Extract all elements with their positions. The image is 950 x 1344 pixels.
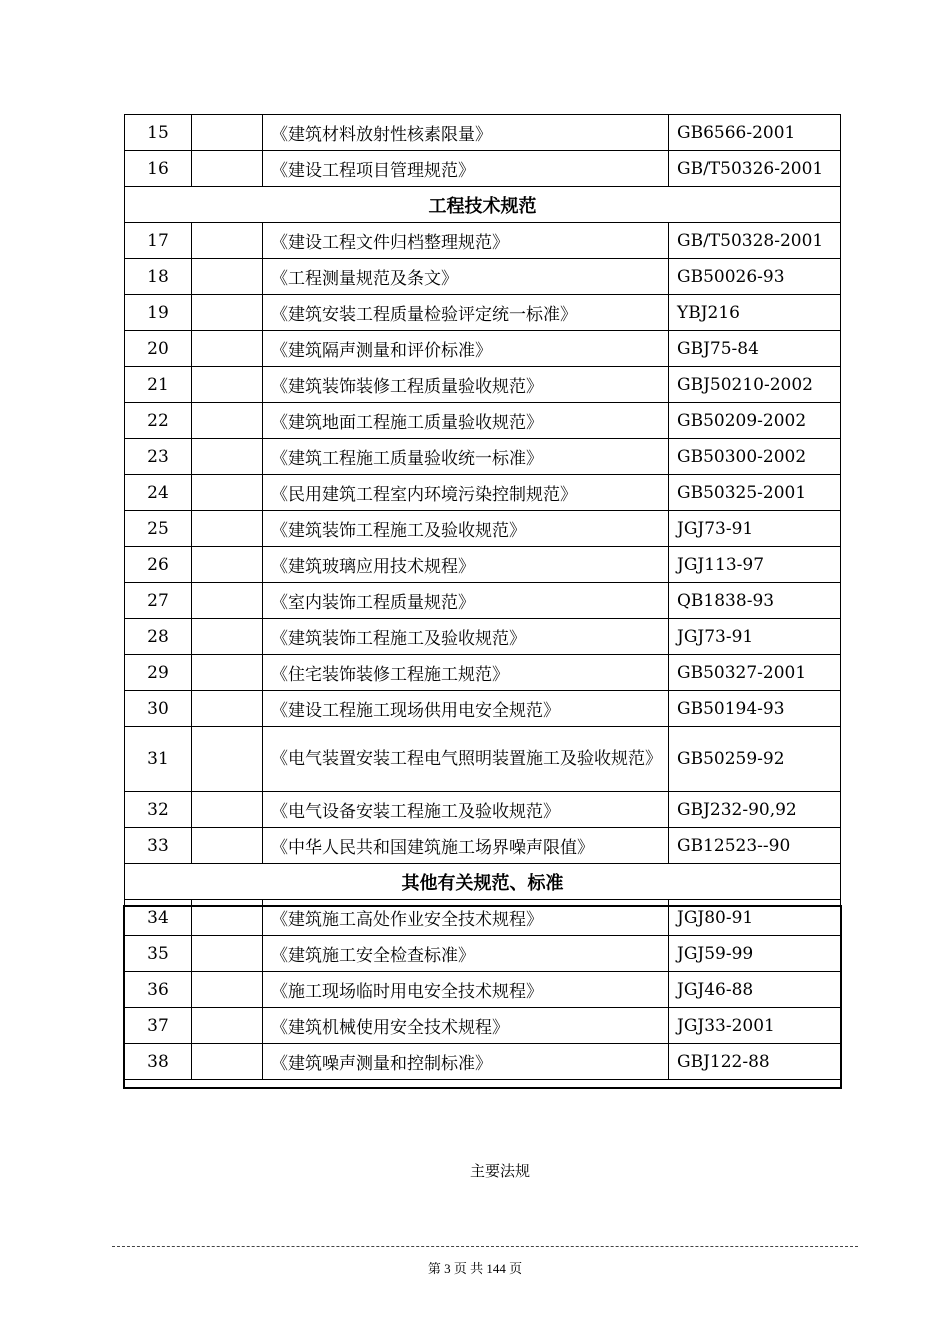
standard-code: GB50194-93 bbox=[669, 691, 841, 727]
table-row bbox=[125, 259, 841, 295]
standard-name: 《建筑装饰工程施工及验收规范》 bbox=[263, 619, 669, 655]
standard-code: JGJ80-91 bbox=[669, 900, 841, 936]
standards-table bbox=[124, 114, 841, 1080]
table-row bbox=[125, 115, 841, 151]
standard-name: 《室内装饰工程质量规范》 bbox=[263, 583, 669, 619]
table-row bbox=[125, 295, 841, 331]
row-number: 17 bbox=[125, 223, 192, 259]
empty-cell bbox=[192, 367, 263, 403]
section-heading: 工程技术规范 bbox=[125, 187, 841, 223]
standard-name: 《建筑噪声测量和控制标准》 bbox=[263, 1044, 669, 1080]
footer-divider bbox=[112, 1246, 858, 1247]
standard-name: 《建筑材料放射性核素限量》 bbox=[263, 115, 669, 151]
empty-cell bbox=[192, 972, 263, 1008]
row-number: 30 bbox=[125, 691, 192, 727]
row-number: 21 bbox=[125, 367, 192, 403]
row-number: 35 bbox=[125, 936, 192, 972]
empty-cell bbox=[192, 511, 263, 547]
standard-name: 《电气设备安装工程施工及验收规范》 bbox=[263, 792, 669, 828]
section-heading: 其他有关规范、标准 bbox=[125, 864, 841, 900]
table-row bbox=[125, 972, 841, 1008]
row-number: 22 bbox=[125, 403, 192, 439]
row-number: 32 bbox=[125, 792, 192, 828]
table-row bbox=[125, 475, 841, 511]
table-row bbox=[125, 900, 841, 936]
table-row bbox=[125, 439, 841, 475]
empty-cell bbox=[192, 936, 263, 972]
table-row bbox=[125, 936, 841, 972]
row-number: 24 bbox=[125, 475, 192, 511]
table-row bbox=[125, 367, 841, 403]
standard-name: 《民用建筑工程室内环境污染控制规范》 bbox=[263, 475, 669, 511]
standard-code: GB50300-2002 bbox=[669, 439, 841, 475]
row-number: 19 bbox=[125, 295, 192, 331]
standard-name: 《工程测量规范及条文》 bbox=[263, 259, 669, 295]
table-row bbox=[125, 828, 841, 864]
standard-name: 《电气装置安装工程电气照明装置施工及验收规范》 bbox=[263, 727, 669, 792]
row-number: 23 bbox=[125, 439, 192, 475]
standard-code: GB50259-92 bbox=[669, 727, 841, 792]
standard-code: QB1838-93 bbox=[669, 583, 841, 619]
page-footer: 第 3 页 共 144 页 bbox=[427, 1261, 523, 1276]
empty-cell bbox=[192, 475, 263, 511]
row-number: 15 bbox=[125, 115, 192, 151]
row-number: 26 bbox=[125, 547, 192, 583]
empty-cell bbox=[192, 259, 263, 295]
section-subtitle: 主要法规 bbox=[469, 1162, 530, 1180]
standard-code: GBJ50210-2002 bbox=[669, 367, 841, 403]
row-number: 38 bbox=[125, 1044, 192, 1080]
empty-cell bbox=[192, 439, 263, 475]
empty-cell bbox=[192, 583, 263, 619]
standard-name: 《建筑机械使用安全技术规程》 bbox=[263, 1008, 669, 1044]
standard-code: GBJ75-84 bbox=[669, 331, 841, 367]
standard-code: GB/T50326-2001 bbox=[669, 151, 841, 187]
empty-cell bbox=[192, 223, 263, 259]
row-number: 36 bbox=[125, 972, 192, 1008]
standard-code: JGJ113-97 bbox=[669, 547, 841, 583]
standard-code: JGJ33-2001 bbox=[669, 1008, 841, 1044]
section-row bbox=[125, 187, 841, 223]
table-row bbox=[125, 223, 841, 259]
table-row bbox=[125, 1008, 841, 1044]
row-number: 20 bbox=[125, 331, 192, 367]
empty-cell bbox=[192, 151, 263, 187]
row-number: 33 bbox=[125, 828, 192, 864]
row-number: 27 bbox=[125, 583, 192, 619]
table-row bbox=[125, 727, 841, 792]
empty-cell bbox=[192, 295, 263, 331]
table-row bbox=[125, 511, 841, 547]
standard-code: GB50026-93 bbox=[669, 259, 841, 295]
standard-code: GB50327-2001 bbox=[669, 655, 841, 691]
standard-name: 《建筑安装工程质量检验评定统一标准》 bbox=[263, 295, 669, 331]
row-number: 16 bbox=[125, 151, 192, 187]
standard-code: JGJ73-91 bbox=[669, 619, 841, 655]
row-number: 34 bbox=[125, 900, 192, 936]
standard-name: 《住宅装饰装修工程施工规范》 bbox=[263, 655, 669, 691]
empty-cell bbox=[192, 115, 263, 151]
row-number: 37 bbox=[125, 1008, 192, 1044]
empty-cell bbox=[192, 1044, 263, 1080]
standard-name: 《建筑工程施工质量验收统一标准》 bbox=[263, 439, 669, 475]
empty-cell bbox=[192, 900, 263, 936]
standard-code: GB6566-2001 bbox=[669, 115, 841, 151]
row-number: 29 bbox=[125, 655, 192, 691]
standard-name: 《建筑施工高处作业安全技术规程》 bbox=[263, 900, 669, 936]
empty-cell bbox=[192, 691, 263, 727]
standard-name: 《中华人民共和国建筑施工场界噪声限值》 bbox=[263, 828, 669, 864]
standard-name: 《建设工程文件归档整理规范》 bbox=[263, 223, 669, 259]
standard-code: JGJ73-91 bbox=[669, 511, 841, 547]
empty-cell bbox=[192, 547, 263, 583]
standard-code: GB/T50328-2001 bbox=[669, 223, 841, 259]
standard-name: 《建筑隔声测量和评价标准》 bbox=[263, 331, 669, 367]
table-row bbox=[125, 691, 841, 727]
table-row bbox=[125, 583, 841, 619]
table-row bbox=[125, 792, 841, 828]
standard-name: 《建筑装饰工程施工及验收规范》 bbox=[263, 511, 669, 547]
standard-code: YBJ216 bbox=[669, 295, 841, 331]
standard-code: GB50325-2001 bbox=[669, 475, 841, 511]
row-number: 28 bbox=[125, 619, 192, 655]
empty-cell bbox=[192, 792, 263, 828]
standard-code: JGJ46-88 bbox=[669, 972, 841, 1008]
empty-cell bbox=[192, 655, 263, 691]
standard-name: 《建筑玻璃应用技术规程》 bbox=[263, 547, 669, 583]
standard-code: GB50209-2002 bbox=[669, 403, 841, 439]
row-number: 25 bbox=[125, 511, 192, 547]
empty-cell bbox=[192, 828, 263, 864]
row-number: 18 bbox=[125, 259, 192, 295]
table-row bbox=[125, 151, 841, 187]
standard-name: 《建筑装饰装修工程质量验收规范》 bbox=[263, 367, 669, 403]
standard-code: GB12523--90 bbox=[669, 828, 841, 864]
row-number: 31 bbox=[125, 727, 192, 792]
section-row bbox=[125, 864, 841, 900]
table-row bbox=[125, 547, 841, 583]
standard-name: 《建筑地面工程施工质量验收规范》 bbox=[263, 403, 669, 439]
standard-name: 《建设工程项目管理规范》 bbox=[263, 151, 669, 187]
standard-name: 《建设工程施工现场供用电安全规范》 bbox=[263, 691, 669, 727]
standard-name: 《建筑施工安全检查标准》 bbox=[263, 936, 669, 972]
table-row bbox=[125, 1044, 841, 1080]
empty-cell bbox=[192, 727, 263, 792]
empty-cell bbox=[192, 1008, 263, 1044]
empty-cell bbox=[192, 403, 263, 439]
table-row bbox=[125, 655, 841, 691]
standard-name: 《施工现场临时用电安全技术规程》 bbox=[263, 972, 669, 1008]
standard-code: GBJ122-88 bbox=[669, 1044, 841, 1080]
table-row bbox=[125, 331, 841, 367]
table-row bbox=[125, 403, 841, 439]
empty-cell bbox=[192, 619, 263, 655]
empty-cell bbox=[192, 331, 263, 367]
table-row bbox=[125, 619, 841, 655]
standard-code: JGJ59-99 bbox=[669, 936, 841, 972]
standard-code: GBJ232-90,92 bbox=[669, 792, 841, 828]
